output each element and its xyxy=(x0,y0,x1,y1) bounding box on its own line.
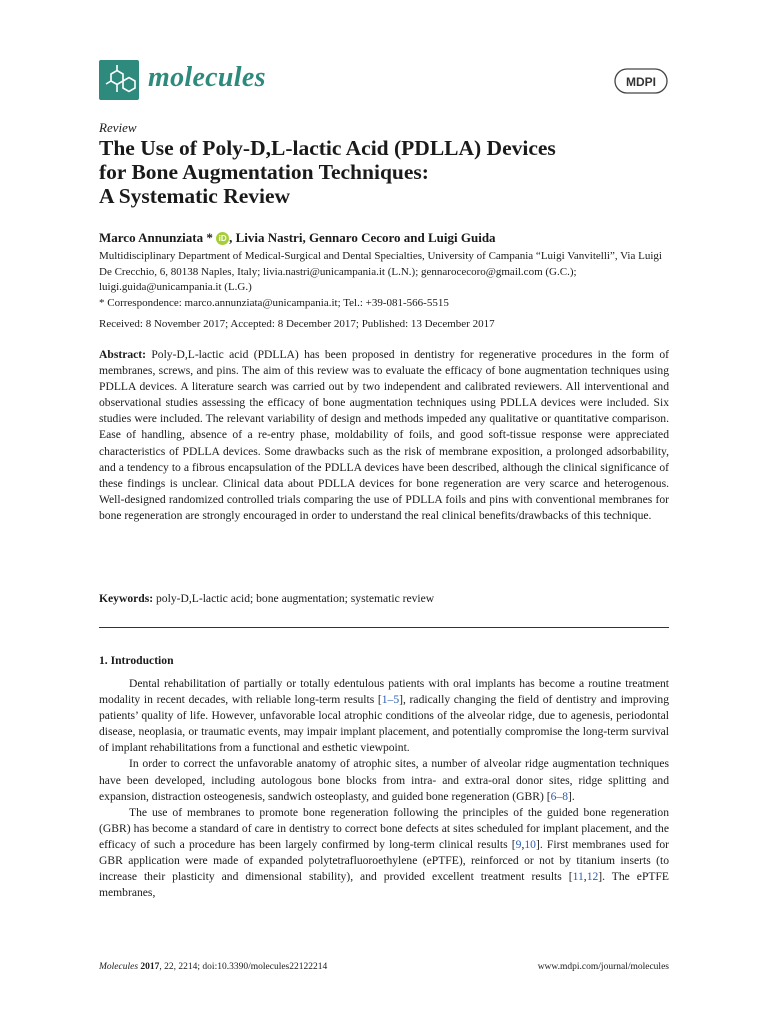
author-names: , Livia Nastri, Gennaro Cecoro and Luigi Guida xyxy=(229,230,496,245)
paragraph: The use of membranes to promote bone regeneration following the principles of the guided bone regeneration (GBR) has become a standard of care in dentistry to correct bone defects at sites scheduled for implant placement, and the efficacy of such a procedure has been largely confirmed by long-term clinical results [9,10]. First membranes used for GBR application were made of expanded polytetrafluoroethylene (ePTFE), reinforced or not by titanium inserts (to increase their plasticity and dimensional stability), and provided excellent treatment results [11,12]. The ePTFE membranes, xyxy=(99,805,670,900)
introduction-body xyxy=(99,676,669,901)
publisher-name: MDPI xyxy=(626,75,656,89)
abstract-label: Abstract: xyxy=(99,348,147,361)
affiliation xyxy=(99,249,669,311)
citation-link[interactable]: 12 xyxy=(586,870,599,884)
journal-logo-icon xyxy=(99,60,139,100)
citation-link[interactable]: 6–8 xyxy=(550,789,569,803)
article-title: The Use of Poly-D,L-lactic Acid (PDLLA) Devices for Bone Augmentation Techniques: A Systematic Review xyxy=(99,136,556,208)
mdpi-logo xyxy=(614,66,668,96)
article-type: Review xyxy=(99,120,137,135)
correspondence: * Correspondence: marco.annunziata@unicampania.it; Tel.: +39-081-566-5515 xyxy=(99,296,449,309)
citation-info: Molecules 2017, 22, 2214; doi:10.3390/molecules22122214 xyxy=(99,962,328,972)
citation-link[interactable]: 9 xyxy=(515,837,522,851)
citation-link[interactable]: 11 xyxy=(572,870,584,884)
affiliation-text: Multidisciplinary Department of Medical-Surgical and Dental Specialties, University of Campania “Luigi Vanvitelli”, Via Luigi De Crecchio, 6, 80138 Naples, Italy; livia.nastri@unicampania.it (L.N.); gennarocecoro@gmail.com (G.C.); luigi.guida@unicampania.it (L.G.) xyxy=(99,250,662,293)
paragraph: In order to correct the unfavorable anatomy of atrophic sites, a number of alveolar ridge augmentation techniques have been developed, including autologous bone blocks from intra- and extra-oral donor sites, ridge splitting and expansion, distraction osteogenesis, sandwich osteoplasty, and guided bone regeneration (GBR) [6–8]. xyxy=(99,757,669,803)
divider xyxy=(99,627,669,628)
journal-name: molecules xyxy=(148,62,266,93)
keywords-label: Keywords: xyxy=(99,592,154,605)
author-list xyxy=(99,230,496,246)
citation-link[interactable]: 10 xyxy=(524,837,536,851)
journal-url[interactable]: www.mdpi.com/journal/molecules xyxy=(537,962,669,972)
section-heading: 1. Introduction xyxy=(99,654,174,667)
paragraph: Dental rehabilitation of partially or totally edentulous patients with oral implants has become a routine treatment modality in recent decades, with reliable long-term results [1–5], radically changing the field of dentistry and improving patients’ quality of life. However, unfavorable local atrophic conditions of the alveolar ridge, due to agenesis, periodontal disease, neoplasia, or traumatic events, may impair implant placement, and potentially compromise the long-term survival of implant rehabilitations from a functional and esthetic viewpoint. xyxy=(99,677,669,755)
abstract: Abstract: Poly-D,L-lactic acid (PDLLA) has been proposed in dentistry for regenerative procedures in the form of membranes, screws, and pins. The aim of this review was to evaluate the efficacy of bone augmentation techniques using PDLLA devices. A literature search was carried out by two independent and calibrated reviewers. All interventional and observational studies assessing the efficacy of bone augmentation techniques using PDLLA devices were included. Six studies were included. The relevant variability of design and methods impeded any qualitative or quantitative comparison. Ease of handling, absence of a re-entry phase, moldability of foils, and good soft-tissue response were appreciated characteristics of PDLLA devices. Some drawbacks such as the risk of membrane exposition, a prolonged adsorbability, and a tendency to a fibrous encapsulation of the PDLLA devices have been described, although the clinical significance of these findings is unclear. Clinical data about PDLLA devices for bone regeneration are very scarce and heterogenous. Well-designed randomized controlled trials comparing the use of PDLLA foils and pins with conventional membranes for bone regeneration are strongly encouraged in order to understand the real clinical benefits/drawbacks of this technique. xyxy=(99,348,669,522)
citation-link[interactable]: 1–5 xyxy=(381,693,400,707)
orcid-icon[interactable]: iD xyxy=(216,232,229,245)
keywords: Keywords: poly-D,L-lactic acid; bone augmentation; systematic review xyxy=(99,592,435,605)
author-link[interactable]: Marco Annunziata * xyxy=(99,230,213,245)
publication-dates: Received: 8 November 2017; Accepted: 8 December 2017; Published: 13 December 2017 xyxy=(99,318,495,330)
abstract-text: -lactic acid (PDLLA) has been proposed in dentistry for regenerative procedures in the form of membranes, screws, and pins. The aim of this review was to evaluate the efficacy of bone augmentation techniques using PDLLA devices. A literature search was carried out by two independent and calibrated reviewers. All interventional and observational studies assessing the efficacy of bone augmentation techniques using PDLLA devices were included. Six studies were included. The relevant variability of design and methods impeded any qualitative or quantitative comparison. Ease of handling, absence of a re-entry phase, moldability of foils, and good soft-tissue response were appreciated characteristics of PDLLA devices. Some drawbacks such as the risk of membrane exposition, a prolonged adsorbability, and a tendency to a fibrous encapsulation of the PDLLA devices have been described, although the clinical significance of these findings is unclear. Clinical data about PDLLA devices for bone regeneration are very scarce and heterogenous. Well-designed randomized controlled trials comparing the use of PDLLA foils and pins with conventional membranes for bone regeneration are strongly encouraged in order to understand the real clinical benefits/drawbacks of this technique. xyxy=(99,348,669,522)
